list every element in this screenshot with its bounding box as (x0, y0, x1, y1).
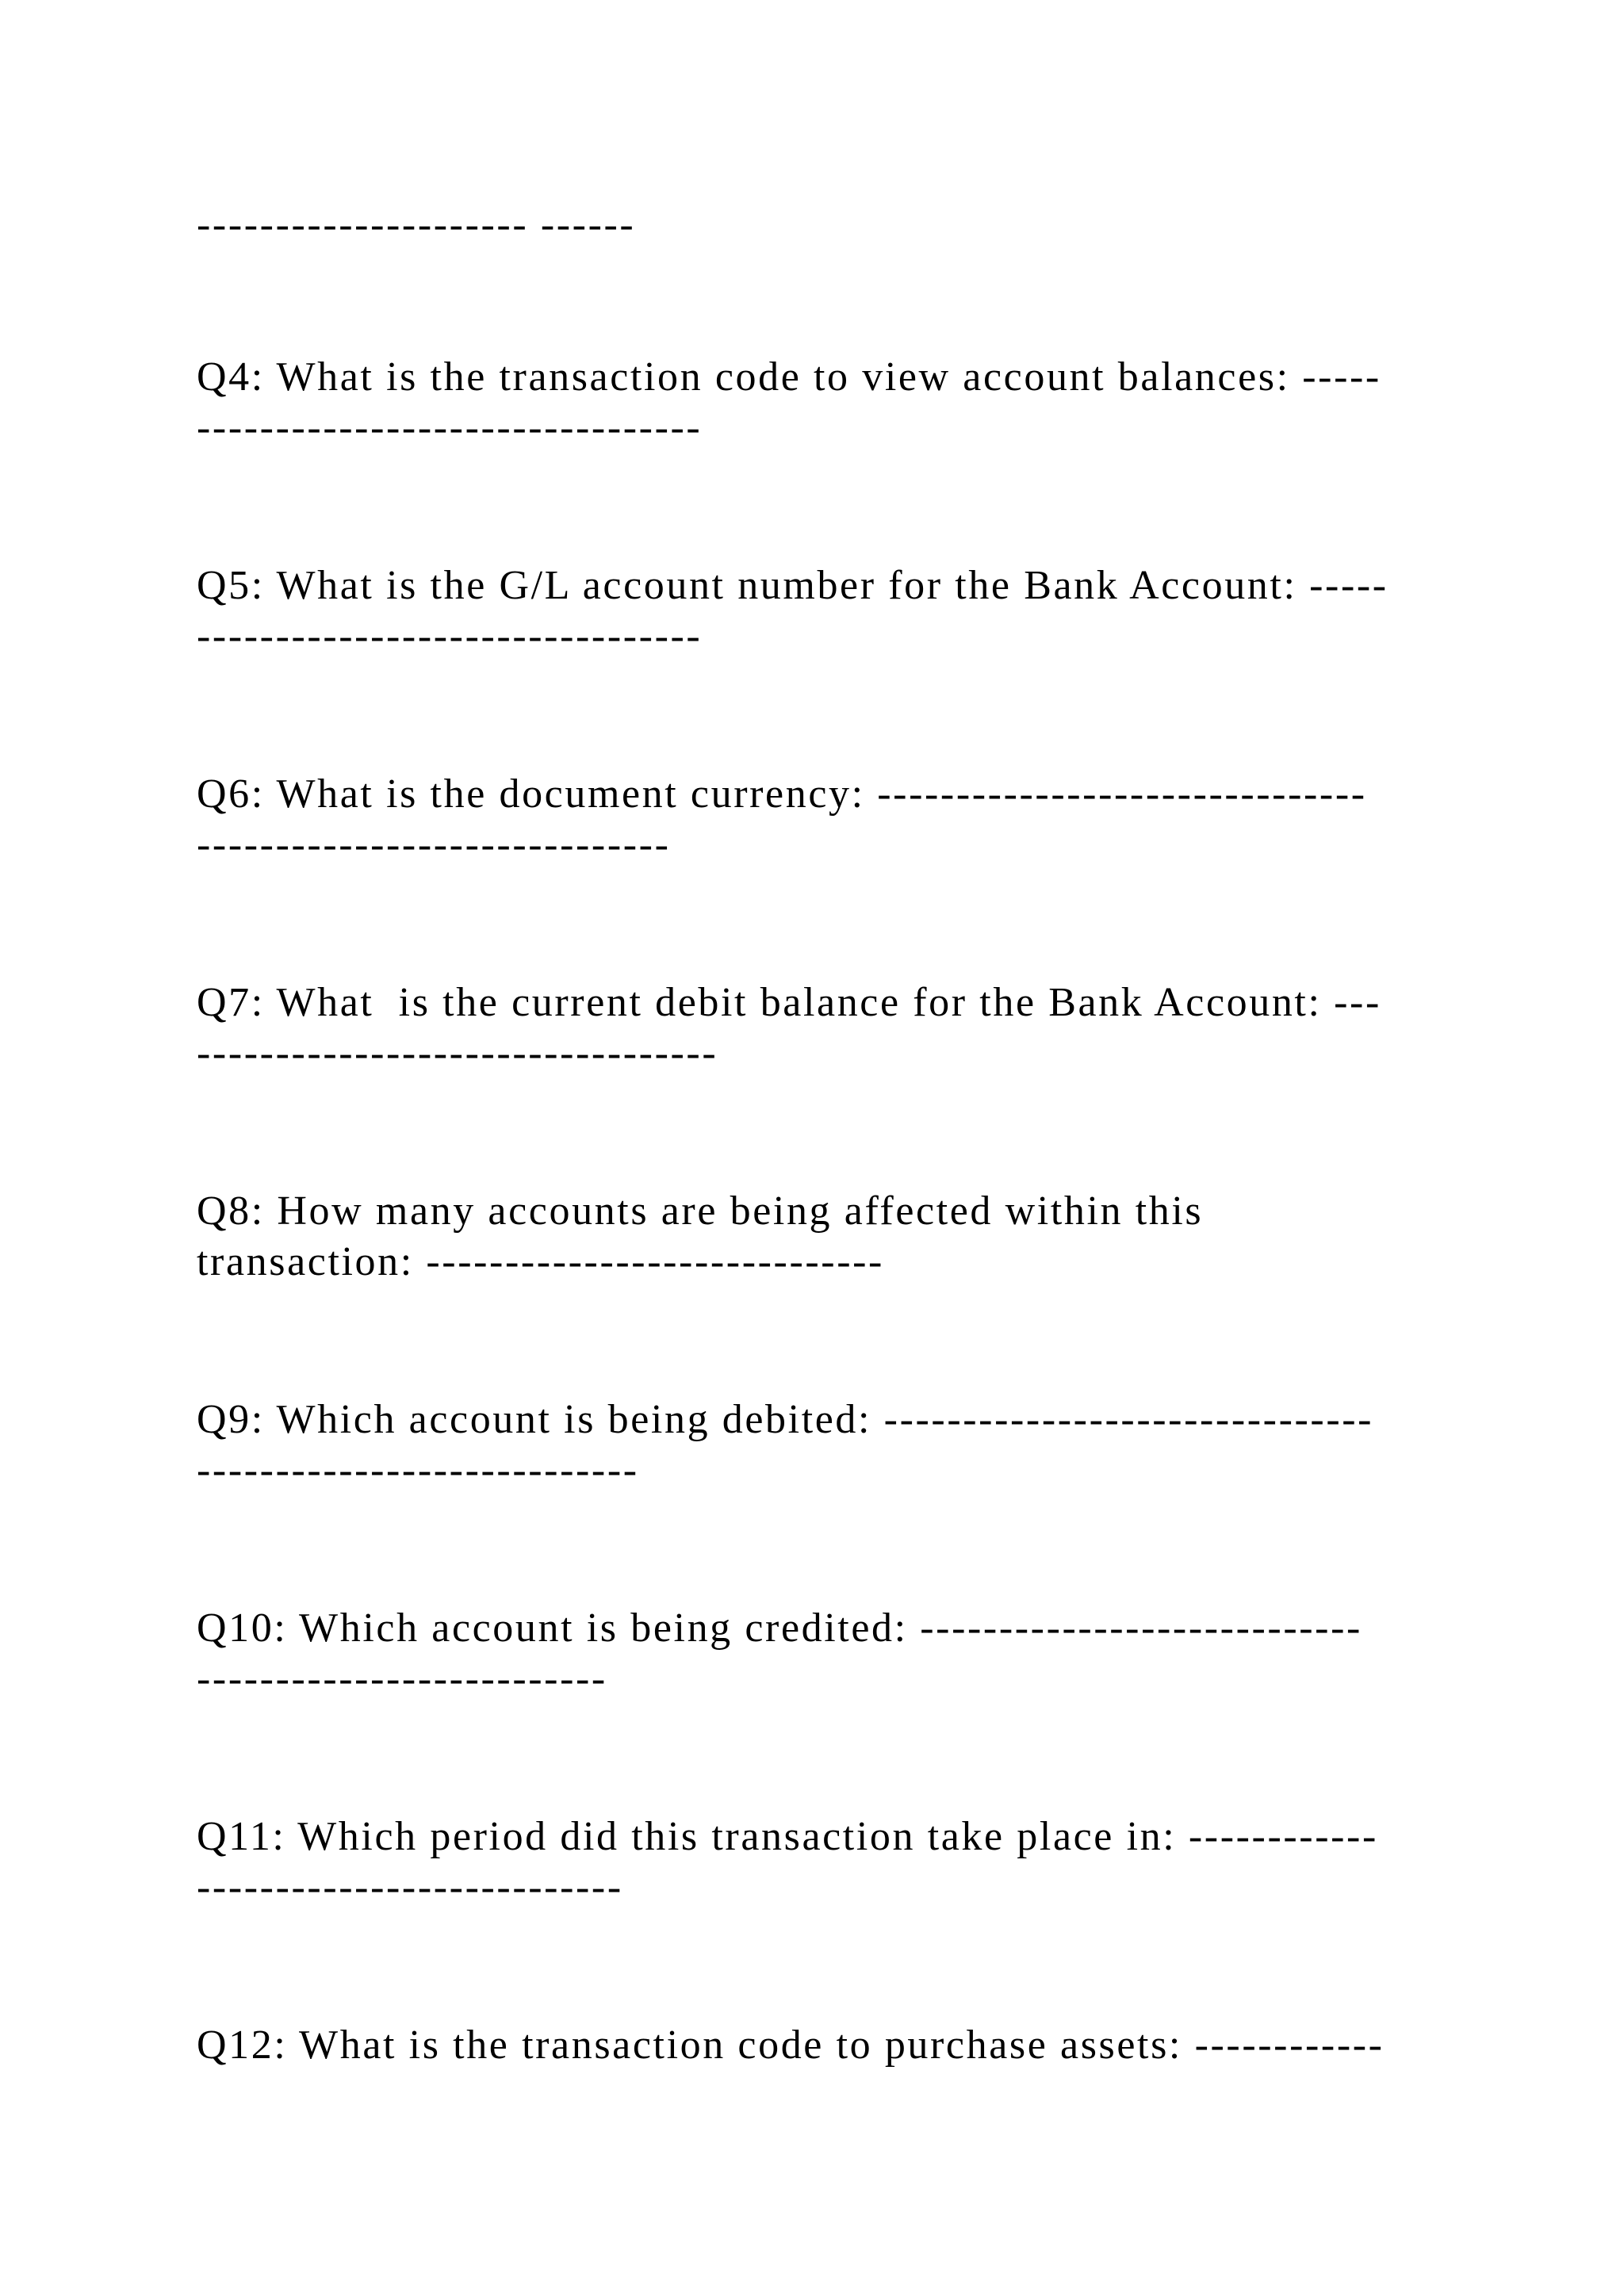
question-q9: Q9: Which account is being debited: ------------------------------- (197, 1397, 1374, 1442)
answer-line: -------------------------------- (197, 614, 703, 659)
question-q10: Q10: Which account is being credited: ---------------------------- (197, 1605, 1362, 1651)
question-q8: Q8: How many accounts are being affected within this (197, 1188, 1204, 1234)
answer-line: -------------------------------- (197, 405, 703, 450)
question-q5: Q5: What is the G/L account number for the Bank Account: ----- (197, 563, 1388, 608)
answer-line: ------------------------------ (197, 822, 671, 867)
question-q12: Q12: What is the transaction code to purchase assets: ------------ (197, 2022, 1385, 2068)
answer-line: --------------------- ------ (197, 202, 636, 247)
answer-line: --------------------------------- (197, 1031, 718, 1076)
question-q6: Q6: What is the document currency: ------------------------------- (197, 771, 1367, 817)
answer-line: --------------------------- (197, 1865, 623, 1910)
question-q11: Q11: Which period did this transaction take place in: ------------ (197, 1814, 1378, 1859)
answer-line: ---------------------------- (197, 1448, 639, 1493)
question-q4: Q4: What is the transaction code to view account balances: ----- (197, 354, 1381, 400)
question-q7: Q7: What is the current debit balance for the Bank Account: --- (197, 980, 1381, 1025)
question-q8-continued: transaction: ----------------------------- (197, 1239, 884, 1284)
answer-line: -------------------------- (197, 1656, 607, 1701)
